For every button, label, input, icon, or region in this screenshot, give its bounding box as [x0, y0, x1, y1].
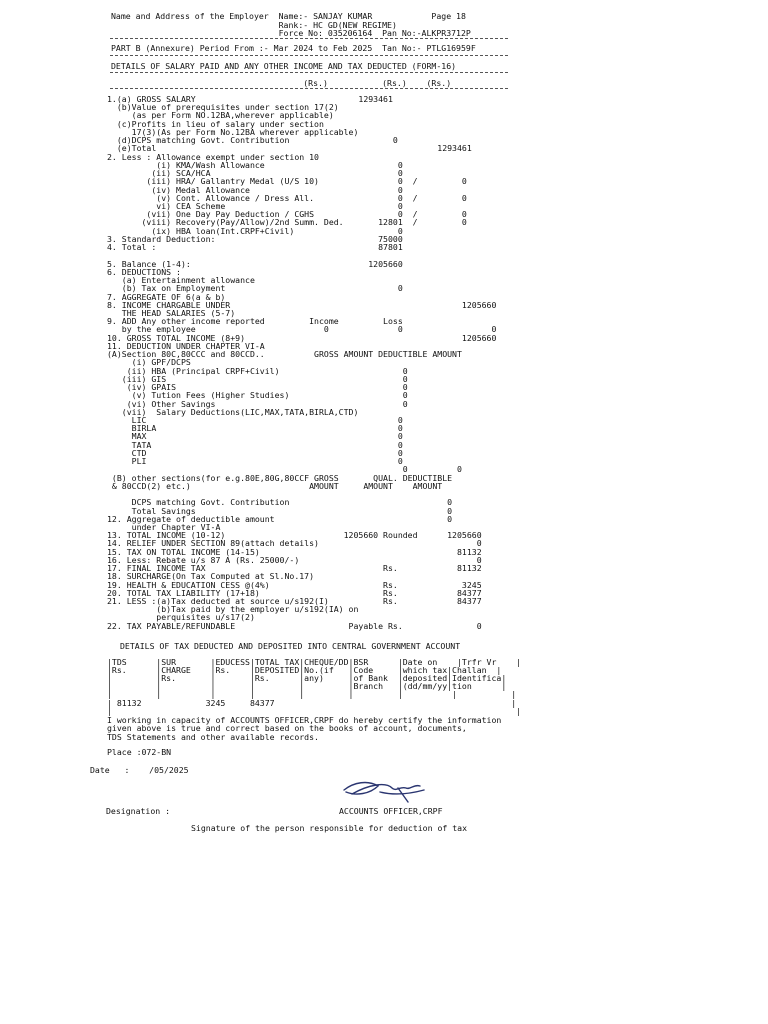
header-line: Name and Address of the Employer Name:- SANJAY KUMAR Page 18	[111, 11, 466, 21]
text-line: 19. HEALTH & EDUCATION CESS @(4%) Rs. 3245	[107, 579, 482, 590]
dashed-rule	[110, 88, 508, 89]
text-line: 0 0	[107, 464, 462, 475]
text-line: (ii) HBA (Principal CRPF+Civil) 0	[107, 365, 408, 376]
text-line: 11. DEDUCTION UNDER CHAPTER VI-A	[107, 340, 265, 351]
signature-icon	[340, 776, 430, 806]
place-line: Place :072-BN	[107, 747, 172, 757]
text-line: 9. ADD Any other income reported Income Loss	[107, 316, 403, 327]
text-line: TDS Statements and other available records.	[107, 731, 319, 742]
text-line: (e)Total 1293461	[107, 143, 472, 154]
text-line: 16. Less: Rebate u/s 87 A (Rs. 25000/-) 0	[107, 554, 482, 565]
text-line: perquisites u/s17(2)	[107, 612, 255, 623]
text-line: DCPS matching Govt. Contribution 0	[107, 497, 453, 508]
text-line: | |Rs. | |Rs. |any) |of Bank |deposited|Identifica|	[107, 673, 507, 684]
text-line: TATA 0	[107, 439, 403, 450]
header-line: (Rs.) (Rs.) (Rs.)	[111, 78, 452, 88]
text-line: 21. LESS :(a)Tax deducted at source u/s192(I) Rs. 84377	[107, 596, 482, 607]
header-line: DETAILS OF SALARY PAID AND ANY OTHER INCOME AND TAX DEDUCTED (FORM-16)	[111, 61, 457, 71]
text-line: (b)Tax paid by the employer u/s192(IA) on	[107, 604, 359, 615]
text-line: (iii) GIS 0	[107, 373, 408, 384]
text-line: (i) GPF/DCPS	[107, 357, 191, 368]
text-line: CTD 0	[107, 447, 403, 458]
text-line: 6. DEDUCTIONS :	[107, 266, 181, 277]
text-line: (B) other sections(for e.g.80E,80G,80CCF GROSS QUAL. DEDUCTIBLE	[107, 472, 453, 483]
text-line: (ii) SCA/HCA 0	[107, 168, 403, 179]
text-line: (viii) Recovery(Pay/Allow)/2nd Summ. Ded. 12801 / 0	[107, 217, 467, 228]
text-line: (vii) One Day Pay Deduction / CGHS 0 / 0	[107, 209, 467, 220]
designation-label: Designation :	[106, 806, 171, 816]
text-line: 18. SURCHARGE(On Tax Computed at Sl.No.17)	[107, 571, 315, 582]
text-line: |TDS |SUR |EDUCESS|TOTAL TAX|CHEQUE/DD|BSR |Date on |Trfr Vr |	[107, 657, 522, 667]
text-line: 17. FINAL INCOME TAX Rs. 81132	[107, 563, 482, 574]
text-line: vi) CEA Scheme 0	[107, 200, 403, 211]
text-line: (vi) Other Savings 0	[107, 398, 408, 409]
text-line: | | | | | |Branch |(dd/mm/yy|tion |	[107, 681, 507, 692]
header-line: Force No: 035206164 Pan No:-ALKPR3712P	[111, 28, 471, 38]
text-line: THE HEAD SALARIES (5-7)	[107, 307, 236, 318]
text-line: (v) Tution Fees (Higher Studies) 0	[107, 390, 408, 401]
text-line: 3. Standard Deduction: 75000	[107, 233, 403, 244]
dashed-rule	[110, 55, 508, 56]
text-line: | 81132 3245 84377 |	[107, 697, 517, 708]
text-line: & 80CCD(2) etc.) AMOUNT AMOUNT AMOUNT	[107, 480, 443, 491]
dashed-rule	[110, 72, 508, 73]
text-line: 5. Balance (1-4): 1205660	[107, 258, 403, 269]
text-line: (i) KMA/Wash Allowance 0	[107, 159, 403, 170]
text-line: (iii) HRA/ Gallantry Medal (U/S 10) 0 / 0	[107, 176, 467, 187]
text-line: LIC 0	[107, 414, 403, 425]
text-line: Total Savings 0	[107, 505, 453, 516]
text-line: (d)DCPS matching Govt. Contribution 0	[107, 135, 398, 146]
text-line: 8. INCOME CHARGABLE UNDER 1205660	[107, 299, 497, 310]
text-line: under Chapter VI-A	[107, 521, 221, 532]
dashed-rule	[110, 38, 508, 39]
text-line: (iv) GPAIS 0	[107, 382, 408, 393]
text-line: (v) Cont. Allowance / Dress All. 0 / 0	[107, 192, 467, 203]
designation-value: ACCOUNTS OFFICER,CRPF	[339, 806, 443, 816]
text-line: PLI 0	[107, 456, 403, 467]
text-line: 4. Total : 87801	[107, 242, 403, 253]
text-line: 2. Less : Allowance exempt under section 10	[107, 151, 319, 162]
header-line: Rank:- HC GD(NEW REGIME)	[111, 20, 397, 30]
text-line: given above is true and correct based on the books of account, documents,	[107, 723, 467, 734]
signature-caption: Signature of the person responsible for deduction of tax	[191, 823, 468, 833]
text-line: (iv) Medal Allowance 0	[107, 184, 403, 195]
text-line: (c)Profits in lieu of salary under section	[107, 118, 324, 129]
text-line: MAX 0	[107, 431, 403, 442]
text-line: 20. TOTAL TAX LIABILITY (17+18) Rs. 84377	[107, 587, 482, 598]
text-line: (a) Entertainment allowance	[107, 275, 255, 286]
text-line: (b) Tax on Employment 0	[107, 283, 403, 294]
text-line: 7. AGGREGATE OF 6(a & b)	[107, 291, 226, 302]
text-line: (A)Section 80C,80CCC and 80CCD.. GROSS AMOUNT DEDUCTIBLE AMOUNT	[107, 349, 462, 360]
text-line: 10. GROSS TOTAL INCOME (8+9) 1205660	[107, 332, 497, 343]
text-line: 17(3)(As per Form No.12BA wherever applicable)	[107, 126, 359, 137]
text-line: 13. TOTAL INCOME (10-12) 1205660 Rounded 1205660	[107, 530, 482, 541]
text-line: 1.(a) GROSS SALARY 1293461	[107, 94, 393, 104]
text-line: | | | | | | | | |	[107, 689, 517, 700]
text-line: 12. Aggregate of deductible amount 0	[107, 513, 453, 524]
text-line: I working in capacity of ACCOUNTS OFFICER,CRPF do hereby certify the information	[107, 715, 502, 725]
text-line: (as per Form NO.12BA,wherever applicable)	[107, 110, 334, 121]
text-line: (b)Value of prerequisites under section 17(2)	[107, 102, 339, 113]
text-line: by the employee 0 0 0	[107, 324, 497, 335]
header-line: PART B (Annexure) Period From :- Mar 2024 to Feb 2025 Tan No:- PTLG16959F	[111, 43, 476, 53]
text-line: (vii) Salary Deductions(LIC,MAX,TATA,BIRLA,CTD)	[107, 406, 359, 417]
text-line: 15. TAX ON TOTAL INCOME (14-15) 81132	[107, 546, 482, 557]
deposit-title: DETAILS OF TAX DEDUCTED AND DEPOSITED INTO CENTRAL GOVERNMENT ACCOUNT	[120, 641, 461, 651]
text-line: | |	[107, 705, 522, 716]
text-line: 22. TAX PAYABLE/REFUNDABLE Payable Rs. 0	[107, 620, 482, 631]
text-line: 14. RELIEF UNDER SECTION 89(attach details) 0	[107, 538, 482, 549]
text-line: (ix) HBA loan(Int.CRPF+Civil) 0	[107, 225, 403, 236]
date-line: Date : /05/2025	[90, 765, 189, 775]
text-line: |Rs. |CHARGE |Rs. |DEPOSITED|No.(if |Code |which tax|Challan |	[107, 665, 502, 676]
text-line: BIRLA 0	[107, 423, 403, 434]
